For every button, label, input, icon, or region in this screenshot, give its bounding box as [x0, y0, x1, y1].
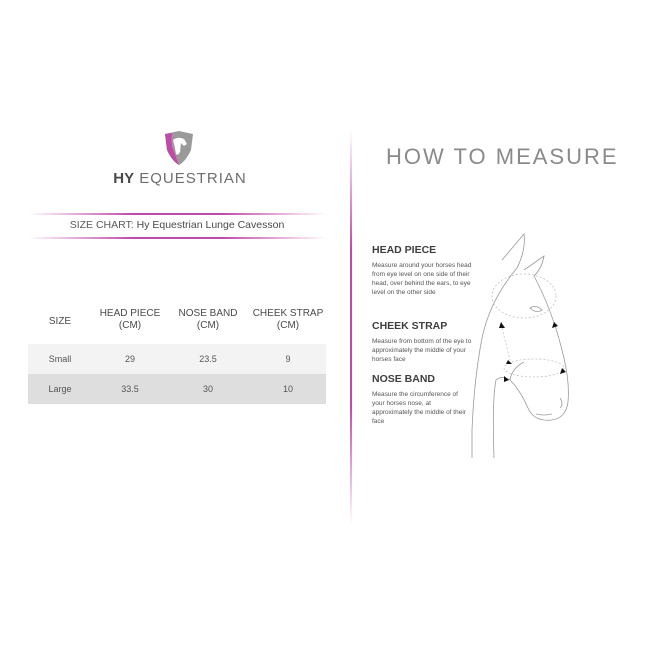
- table-row: [28, 344, 326, 374]
- header-head-piece: HEAD PIECE (CM): [99, 308, 161, 331]
- section-description: Measure the circumference of your horses nose, at approximately the middle of their face: [372, 391, 466, 425]
- cell-size: Small: [48, 354, 72, 364]
- cell-head-piece: 29: [124, 354, 135, 364]
- header-cheek-strap: CHEEK STRAP (CM): [252, 308, 324, 331]
- brand-name-bold: HY: [113, 170, 135, 187]
- cell-nose-band: 23.5: [199, 354, 217, 364]
- brand-logo: [110, 130, 250, 190]
- size-chart-title: [28, 219, 326, 231]
- section-title: CHEEK STRAP: [372, 320, 448, 332]
- size-chart-product: Hy Equestrian Lunge Cavesson: [136, 219, 285, 231]
- section-title: NOSE BAND: [372, 373, 436, 385]
- size-chart-prefix: SIZE CHART:: [69, 219, 137, 231]
- brand-name-light: EQUESTRIAN: [134, 170, 247, 187]
- cell-cheek-strap: 10: [282, 384, 293, 394]
- how-to-measure-title: HOW TO MEASURE: [386, 144, 619, 169]
- cell-cheek-strap: 9: [285, 354, 291, 364]
- bottom-accent-rule: [28, 237, 326, 239]
- cell-head-piece: 33.5: [121, 384, 139, 394]
- cell-nose-band: 30: [202, 384, 213, 394]
- horse-head-diagram: [462, 230, 572, 460]
- shield-horse-icon: [162, 130, 196, 166]
- cell-size: Large: [48, 384, 72, 394]
- section-description: Measure around your horses head from eye level on one side of their head, over behind the ears, to eye level on the other side: [372, 262, 472, 296]
- top-accent-rule: [28, 213, 326, 215]
- table-header: [28, 300, 326, 344]
- table-row: [28, 374, 326, 404]
- brand-name: [110, 170, 250, 187]
- section-description: Measure from bottom of the eye to approximately the middle of your horses face: [372, 338, 472, 363]
- header-size: SIZE: [48, 316, 72, 327]
- header-nose-band: NOSE BAND (CM): [178, 308, 238, 331]
- how-to-measure-panel: [352, 0, 660, 660]
- size-table: [28, 300, 326, 404]
- section-title: HEAD PIECE: [372, 244, 437, 256]
